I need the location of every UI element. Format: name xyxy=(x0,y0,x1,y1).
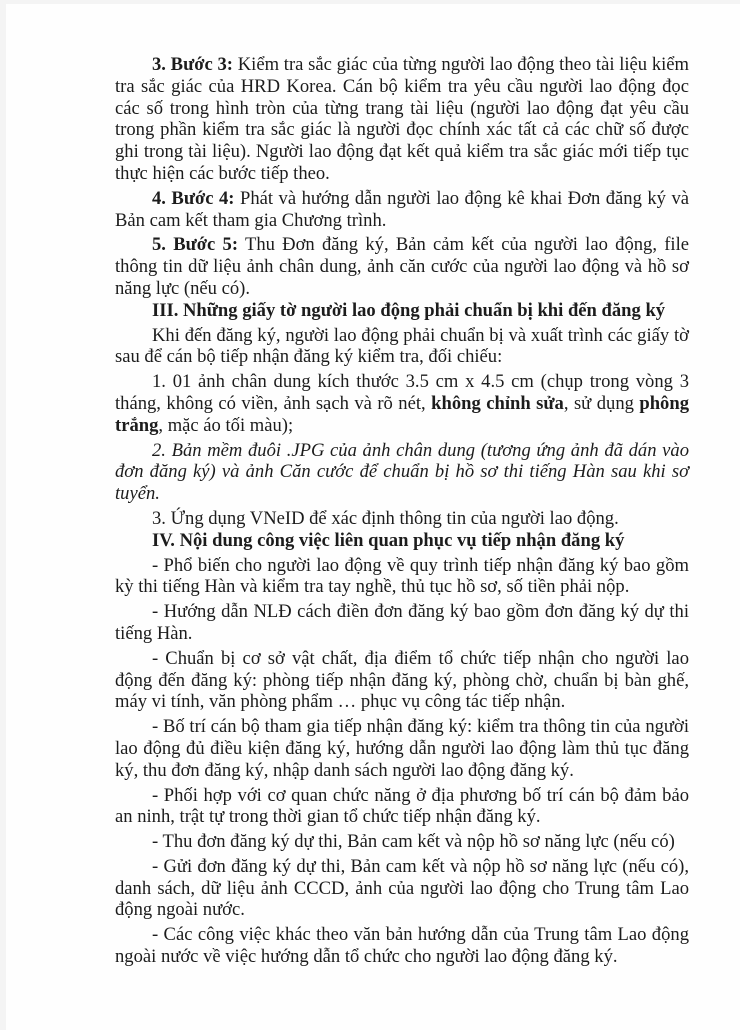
section-4-heading: IV. Nội dung công việc liên quan phục vụ tiếp nhận đăng ký xyxy=(152,529,625,551)
item-1-text-b: , sử dụng xyxy=(563,392,640,414)
section-4-item: - Các công việc khác theo văn bản hướng dẫn của Trung tâm Lao động ngoài nước về việc hướng dẫn tổ chức cho người lao động đăng ký. xyxy=(115,924,689,968)
section-4-item: - Phổ biến cho người lao động về quy trình tiếp nhận đăng ký bao gồm kỳ thi tiếng Hàn và kiểm tra tay nghề, thủ tục hồ sơ, số tiền phải nộp. xyxy=(115,554,689,598)
item-1-text-a: 1. 01 ảnh chân dung kích thước 3.5 cm x 4.5 cm (chụp trong vòng 3 tháng, không có viền, ảnh sạch và rõ nét, xyxy=(115,371,689,414)
section-3-item-2: 2. Bản mềm đuôi .JPG của ảnh chân dung (tương ứng ảnh đã dán vào đơn đăng ký) và ảnh Căn cước để chuẩn bị hồ sơ thi tiếng Hàn sau khi sơ tuyển. xyxy=(115,439,689,505)
section-3-heading: III. Những giấy tờ người lao động phải chuẩn bị khi đến đăng ký xyxy=(152,299,666,321)
step-3-paragraph xyxy=(115,54,689,185)
step-5-text: Thu Đơn đăng ký, Bản cảm kết của người lao động, file thông tin dữ liệu ảnh chân dung, ảnh căn cước của người lao động và hồ sơ năng lực (nếu có). xyxy=(115,234,690,299)
step-5-label: 5. Bước 5: xyxy=(152,234,239,256)
section-4-item: - Bố trí cán bộ tham gia tiếp nhận đăng ký: kiểm tra thông tin của người lao động đủ điều kiện đăng ký, hướng dẫn người lao động làm thủ tục đăng ký, thu đơn đăng ký, nhập danh sách người lao động đăng ký. xyxy=(115,716,689,781)
step-3-text: Kiểm tra sắc giác của từng người lao động theo tài liệu kiểm tra sắc giác của HRD Korea. Cán bộ kiểm tra yêu cầu người lao động đọc các số trong hình tròn của từng trang tài liệu (người lao động đạt yêu cầu trong phần kiểm tra sắc giác là người đọc chính xác tất cả các chữ số được ghi trong tài liệu). Người lao động đạt kết quả kiểm tra sắc giác mới tiếp tục thực hiện các bước tiếp theo. xyxy=(115,54,690,184)
section-3-item-1 xyxy=(115,371,689,436)
section-3-item-3: 3. Ứng dụng VNeID để xác định thông tin của người lao động. xyxy=(152,507,619,529)
section-4-item: - Hướng dẫn NLĐ cách điền đơn đăng ký bao gồm đơn đăng ký dự thi tiếng Hàn. xyxy=(115,601,689,644)
item-1-bold-no-edit: không chỉnh sửa xyxy=(431,392,564,414)
section-4-item: - Gửi đơn đăng ký dự thi, Bản cam kết và nộp hồ sơ năng lực (nếu có), danh sách, dữ liệu ảnh CCCD, ảnh của người lao động cho Trung tâm Lao động ngoài nước. xyxy=(115,855,689,921)
section-3-intro: Khi đến đăng ký, người lao động phải chuẩn bị và xuất trình các giấy tờ sau để cán bộ tiếp nhận đăng ký kiểm tra, đối chiếu: xyxy=(115,324,689,368)
document-body xyxy=(115,54,689,968)
step-3-label: 3. Bước 3: xyxy=(152,54,234,75)
step-4-text: Phát và hướng dẫn người lao động kê khai Đơn đăng ký và Bản cam kết tham gia Chương trình. xyxy=(115,187,689,231)
step-4-label: 4. Bước 4: xyxy=(152,187,235,209)
scanned-page xyxy=(6,4,740,1030)
item-1-bold-white-bg: phông trắng xyxy=(115,392,689,436)
step-5-paragraph xyxy=(115,234,689,299)
step-4-paragraph xyxy=(115,188,689,232)
section-4-item: - Thu đơn đăng ký dự thi, Bản cam kết và nộp hồ sơ năng lực (nếu có) xyxy=(152,831,675,853)
item-1-text-c: , mặc áo tối màu); xyxy=(158,414,294,436)
section-4-item: - Chuẩn bị cơ sở vật chất, địa điểm tổ chức tiếp nhận cho người lao động đến đăng ký: phòng tiếp nhận đăng ký, phòng chờ, chuẩn bị bàn ghế, máy vi tính, văn phòng phẩm … phục vụ công tác tiếp nhận. xyxy=(115,647,689,713)
section-4-item: - Phối hợp với cơ quan chức năng ở địa phương bố trí cán bộ đảm bảo an ninh, trật tự trong thời gian tổ chức tiếp nhận đăng ký. xyxy=(115,784,689,828)
